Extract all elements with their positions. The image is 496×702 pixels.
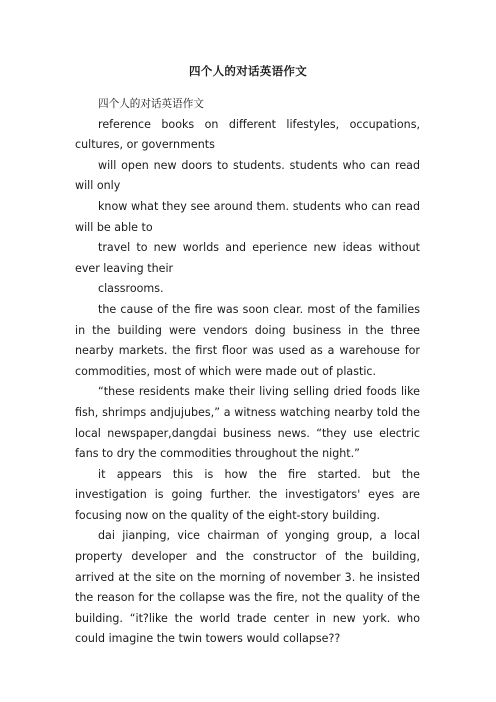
paragraph: dai jianping, vice chairman of yonging group, a local property developer and the constructor of the building, arrived at the site on the morning of november 3. he insisted the reason for the collapse was the fire, not the quality of the building. “it?like the world trade center in new york. who could imagine the twin towers would collapse?? <box>75 529 420 646</box>
document-body <box>75 94 420 650</box>
paragraph: know what they see around them. students who can read will be able to <box>75 199 420 234</box>
paragraph-subtitle: 四个人的对话英语作文 <box>98 98 204 110</box>
paragraph: “these residents make their living selling dried foods like fish, shrimps andjujubes,” a witness watching nearby told the local newspaper,dangdai business news. “they use electric fans to dry the commodities throughout the night.” <box>75 385 420 461</box>
paragraph: classrooms. <box>98 282 164 296</box>
document-title: 四个人的对话英语作文 <box>189 64 307 78</box>
paragraph: will open new doors to students. students who can read will only <box>75 158 420 193</box>
paragraph: travel to new worlds and eperience new ideas without ever leaving their <box>75 241 420 275</box>
paragraph: the cause of the fire was soon clear. most of the families in the building were vendors doing business in the three nearby markets. the first floor was used as a warehouse for commodities, most of which were made out of plastic. <box>75 302 420 378</box>
paragraph: it appears this is how the fire started. but the investigation is going further. the investigators' eyes are focusing now on the quality of the eight-story building. <box>75 467 420 522</box>
paragraph: reference books on different lifestyles, occupations, cultures, or governments <box>75 117 420 152</box>
